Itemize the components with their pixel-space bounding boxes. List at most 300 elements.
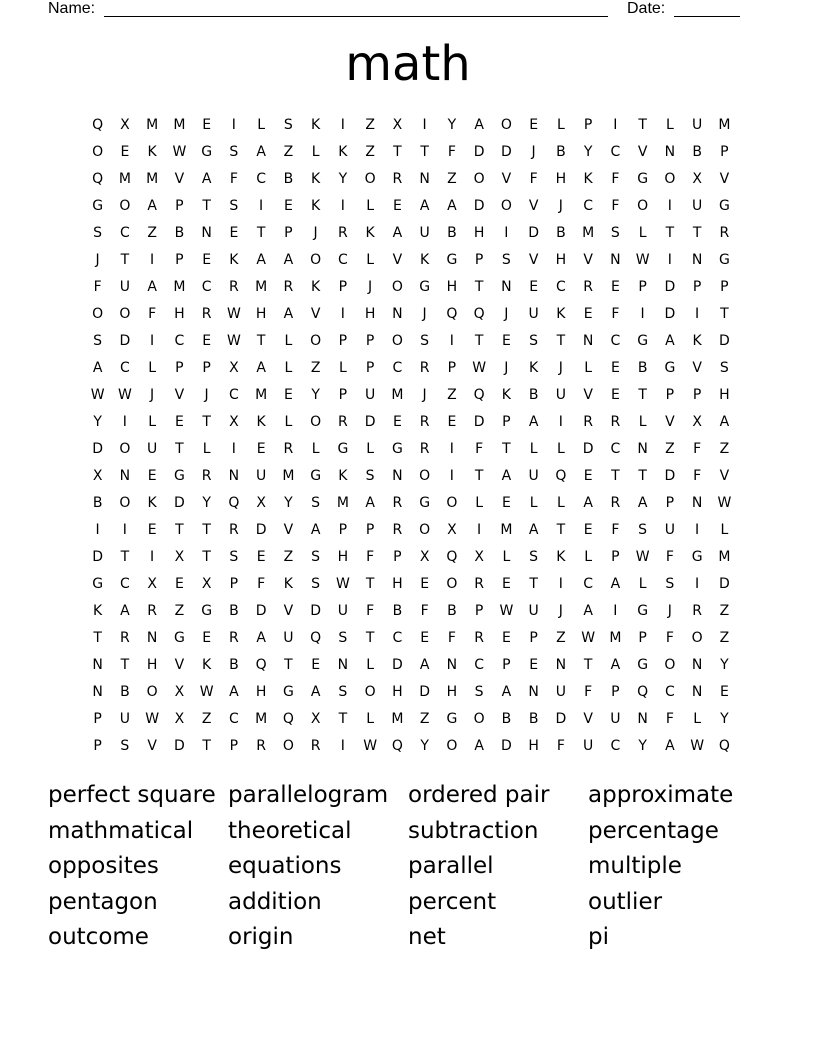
grid-row	[84, 570, 738, 597]
grid-cell: I	[449, 467, 454, 484]
grid-cell: Q	[92, 116, 104, 133]
grid-cell: N	[119, 467, 131, 484]
grid-cell: B	[528, 386, 539, 403]
grid-cell: Z	[365, 116, 375, 133]
word-list-item: origin	[228, 924, 294, 950]
grid-cell: A	[610, 656, 621, 673]
grid-cell: E	[420, 629, 430, 646]
grid-cell: T	[284, 656, 293, 673]
grid-cell: M	[118, 170, 131, 187]
grid-cell: X	[229, 413, 239, 430]
grid-cell: D	[718, 332, 730, 349]
grid-cell: J	[313, 224, 318, 241]
grid-cell: N	[92, 656, 103, 673]
grid-cell: A	[365, 494, 375, 511]
grid-cell: B	[229, 602, 239, 619]
grid-cell: X	[692, 413, 702, 430]
grid-cell: C	[474, 656, 485, 673]
grid-cell: L	[202, 440, 211, 457]
grid-cell: R	[610, 413, 621, 430]
grid-cell: F	[693, 440, 702, 457]
grid-cell: A	[201, 170, 212, 187]
grid-cell: W	[172, 143, 187, 160]
grid-cell: M	[173, 278, 186, 295]
grid-cell: U	[583, 737, 594, 754]
grid-cell: U	[610, 710, 621, 727]
grid-cell: R	[338, 413, 348, 430]
grid-cell: S	[93, 332, 103, 349]
grid-cell: I	[340, 197, 345, 214]
grid-cell: P	[93, 737, 102, 754]
grid-row	[84, 651, 738, 678]
grid-cell: X	[174, 548, 185, 565]
grid-cell: T	[365, 629, 375, 646]
grid-cell: J	[204, 386, 209, 403]
grid-cell: T	[474, 467, 484, 484]
grid-cell: U	[528, 305, 539, 322]
grid-cell: F	[366, 602, 375, 619]
word-list-item: equations	[228, 853, 342, 879]
grid-cell: P	[365, 521, 375, 538]
grid-cell: T	[202, 521, 211, 538]
grid-cell: Z	[201, 710, 212, 727]
grid-cell: H	[255, 305, 267, 322]
grid-cell: A	[501, 683, 512, 700]
grid-cell: L	[502, 548, 511, 565]
word-list-item: multiple	[588, 853, 682, 879]
grid-cell: N	[228, 467, 240, 484]
grid-cell: Q	[391, 737, 403, 754]
grid-cell: R	[120, 629, 130, 646]
grid-cell: V	[583, 386, 593, 403]
grid-cell: T	[175, 440, 184, 457]
grid-cell: W	[581, 629, 596, 646]
grid-cell: C	[583, 575, 594, 592]
grid-cell: O	[364, 170, 376, 187]
grid-cell: F	[447, 629, 456, 646]
grid-cell: G	[718, 197, 730, 214]
grid-cell: R	[474, 575, 484, 592]
grid-cell: D	[119, 332, 131, 349]
grid-cell: K	[338, 143, 348, 160]
grid-cell: T	[120, 656, 130, 673]
grid-cell: G	[637, 602, 649, 619]
grid-row	[84, 111, 738, 138]
grid-cell: Z	[556, 629, 566, 646]
grid-cell: L	[475, 494, 484, 511]
grid-cell: X	[447, 521, 457, 538]
grid-row	[84, 165, 738, 192]
grid-cell: T	[120, 548, 130, 565]
grid-cell: N	[337, 656, 349, 673]
grid-cell: S	[638, 521, 648, 538]
grid-cell: N	[419, 170, 430, 187]
grid-cell: S	[120, 737, 130, 754]
word-list-item: pentagon	[48, 888, 158, 915]
grid-cell: M	[146, 170, 159, 187]
grid-cell: Z	[447, 170, 457, 187]
grid-cell: V	[310, 305, 321, 322]
grid-cell: N	[446, 656, 458, 673]
grid-cell: T	[420, 143, 429, 160]
grid-cell: S	[229, 548, 239, 565]
grid-cell: G	[718, 251, 730, 268]
grid-cell: G	[637, 332, 649, 349]
grid-cell: A	[610, 575, 621, 592]
grid-cell: P	[365, 359, 375, 376]
grid-cell: C	[201, 278, 212, 295]
grid-cell: L	[148, 413, 157, 430]
grid-cell: D	[718, 575, 730, 592]
grid-cell: P	[638, 278, 647, 295]
grid-cell: I	[422, 116, 427, 133]
grid-cell: D	[92, 440, 104, 457]
grid-cell: D	[419, 683, 431, 700]
word-list-item: ordered pair	[408, 782, 550, 808]
grid-cell: E	[202, 251, 212, 268]
grid-cell: G	[664, 359, 676, 376]
grid-cell: V	[283, 521, 294, 538]
grid-cell: V	[283, 602, 294, 619]
grid-cell: R	[419, 359, 430, 376]
grid-cell: T	[556, 332, 566, 349]
grid-cell: R	[229, 629, 239, 646]
grid-cell: L	[311, 440, 320, 457]
grid-cell: A	[147, 197, 157, 214]
grid-cell: O	[364, 683, 376, 700]
grid-cell: N	[691, 683, 703, 700]
grid-cell: F	[257, 575, 266, 592]
grid-cell: O	[92, 305, 104, 322]
grid-cell: M	[500, 521, 513, 538]
grid-cell: U	[256, 467, 267, 484]
grid-cell: T	[638, 467, 647, 484]
date-blank-line	[674, 16, 740, 17]
grid-cell: Y	[202, 494, 211, 511]
grid-cell: D	[173, 494, 185, 511]
grid-cell: Y	[338, 170, 348, 187]
grid-cell: R	[419, 413, 430, 430]
word-list-item: parallel	[408, 853, 494, 879]
grid-cell: A	[528, 521, 539, 538]
grid-cell: V	[692, 359, 702, 376]
grid-cell: T	[202, 413, 211, 430]
grid-cell: Y	[420, 737, 429, 754]
grid-cell: N	[637, 710, 648, 727]
grid-cell: T	[692, 224, 702, 241]
grid-cell: C	[610, 440, 621, 457]
grid-cell: H	[174, 305, 185, 322]
grid-cell: L	[257, 116, 266, 133]
grid-cell: Q	[718, 737, 730, 754]
grid-cell: I	[150, 548, 155, 565]
grid-cell: X	[147, 575, 157, 592]
grid-cell: G	[337, 440, 349, 457]
grid-cell: E	[529, 656, 539, 673]
grid-cell: J	[531, 143, 536, 160]
grid-cell: I	[340, 305, 345, 322]
grid-cell: K	[311, 197, 321, 214]
grid-cell: G	[419, 278, 431, 295]
grid-cell: Y	[638, 737, 647, 754]
grid-cell: E	[610, 359, 620, 376]
grid-cell: U	[119, 710, 130, 727]
grid-row	[84, 624, 738, 651]
grid-cell: E	[283, 197, 293, 214]
grid-cell: Y	[720, 710, 729, 727]
grid-cell: P	[338, 386, 348, 403]
grid-cell: U	[692, 116, 703, 133]
grid-cell: S	[338, 683, 348, 700]
grid-cell: S	[93, 224, 103, 241]
grid-cell: K	[692, 332, 702, 349]
grid-cell: I	[340, 737, 345, 754]
grid-cell: P	[93, 710, 102, 727]
grid-cell: Z	[665, 440, 675, 457]
grid-cell: N	[691, 494, 703, 511]
grid-cell: T	[338, 710, 348, 727]
grid-cell: N	[691, 656, 703, 673]
grid-cell: K	[556, 548, 566, 565]
grid-cell: K	[338, 467, 348, 484]
grid-cell: P	[502, 656, 511, 673]
word-list-item: opposites	[48, 853, 159, 879]
grid-cell: T	[202, 737, 211, 754]
grid-cell: U	[365, 386, 376, 403]
grid-cell: G	[173, 629, 185, 646]
grid-cell: R	[283, 440, 294, 457]
grid-cell: K	[229, 251, 239, 268]
grid-cell: R	[229, 278, 239, 295]
grid-cell: S	[610, 224, 620, 241]
grid-cell: B	[283, 170, 294, 187]
word-list-item: approximate	[588, 782, 734, 808]
grid-cell: I	[558, 413, 563, 430]
grid-cell: M	[173, 116, 186, 133]
grid-cell: T	[393, 143, 402, 160]
grid-cell: P	[338, 332, 348, 349]
grid-cell: A	[392, 224, 403, 241]
grid-cell: P	[692, 386, 702, 403]
grid-cell: H	[528, 737, 539, 754]
grid-cell: A	[665, 737, 675, 754]
grid-row	[84, 192, 738, 219]
grid-cell: T	[583, 656, 593, 673]
grid-cell: L	[284, 413, 293, 430]
grid-cell: N	[610, 251, 621, 268]
grid-cell: M	[718, 548, 731, 565]
grid-cell: P	[338, 521, 348, 538]
grid-cell: O	[446, 575, 458, 592]
grid-cell: K	[202, 656, 212, 673]
grid-cell: O	[473, 170, 485, 187]
grid-cell: O	[146, 683, 158, 700]
grid-cell: T	[474, 278, 484, 295]
grid-cell: L	[366, 440, 375, 457]
grid-cell: B	[447, 224, 457, 241]
grid-cell: V	[583, 710, 593, 727]
grid-cell: L	[311, 143, 320, 160]
grid-cell: I	[231, 440, 236, 457]
grid-cell: C	[610, 143, 621, 160]
grid-cell: Z	[719, 440, 730, 457]
grid-cell: W	[117, 386, 132, 403]
grid-cell: O	[419, 467, 431, 484]
grid-cell: G	[391, 440, 403, 457]
grid-cell: A	[474, 116, 484, 133]
grid-cell: P	[365, 332, 375, 349]
grid-cell: Z	[174, 602, 185, 619]
word-list-item: addition	[228, 888, 322, 915]
grid-cell: L	[366, 197, 375, 214]
grid-cell: O	[664, 656, 676, 673]
grid-cell: T	[202, 548, 211, 565]
grid-cell: E	[501, 494, 511, 511]
grid-cell: Z	[283, 548, 294, 565]
grid-cell: L	[584, 359, 593, 376]
grid-cell: W	[335, 575, 350, 592]
grid-cell: K	[311, 116, 321, 133]
grid-cell: L	[284, 359, 293, 376]
grid-cell: U	[528, 602, 539, 619]
grid-cell: G	[201, 143, 213, 160]
grid-cell: M	[255, 278, 268, 295]
grid-cell: Z	[365, 143, 375, 160]
grid-cell: K	[420, 251, 430, 268]
grid-row	[84, 678, 738, 705]
grid-cell: N	[637, 440, 648, 457]
grid-cell: T	[202, 197, 211, 214]
grid-cell: U	[555, 386, 566, 403]
grid-cell: T	[638, 386, 647, 403]
grid-cell: Q	[446, 305, 458, 322]
grid-cell: T	[256, 224, 266, 241]
grid-cell: R	[692, 602, 702, 619]
grid-cell: A	[256, 251, 266, 268]
grid-cell: K	[311, 170, 321, 187]
grid-cell: E	[501, 629, 511, 646]
grid-cell: O	[391, 278, 403, 295]
grid-cell: N	[528, 683, 539, 700]
grid-cell: U	[555, 683, 566, 700]
grid-cell: R	[229, 521, 239, 538]
grid-cell: F	[148, 305, 157, 322]
grid-cell: F	[447, 143, 456, 160]
grid-cell: Z	[310, 359, 321, 376]
grid-cell: O	[119, 494, 131, 511]
grid-cell: A	[229, 683, 239, 700]
grid-cell: C	[392, 629, 403, 646]
grid-cell: I	[150, 251, 155, 268]
grid-cell: T	[502, 440, 511, 457]
grid-cell: B	[229, 656, 239, 673]
grid-row	[84, 516, 738, 543]
page-title: math	[345, 36, 471, 92]
grid-cell: P	[202, 359, 211, 376]
grid-cell: P	[611, 548, 620, 565]
grid-cell: I	[477, 521, 482, 538]
grid-cell: R	[474, 629, 484, 646]
grid-cell: S	[501, 251, 511, 268]
grid-cell: D	[500, 143, 512, 160]
word-list-item: theoretical	[228, 817, 352, 844]
grid-cell: D	[664, 305, 676, 322]
grid-cell: M	[609, 629, 622, 646]
grid-cell: E	[147, 467, 157, 484]
grid-cell: E	[120, 143, 130, 160]
grid-cell: I	[449, 332, 454, 349]
grid-cell: B	[692, 143, 702, 160]
grid-cell: I	[695, 305, 700, 322]
grid-cell: X	[692, 170, 702, 187]
grid-cell: C	[337, 251, 348, 268]
grid-cell: V	[637, 143, 648, 160]
grid-cell: F	[93, 278, 102, 295]
grid-cell: C	[610, 332, 621, 349]
grid-cell: L	[638, 575, 647, 592]
grid-cell: E	[174, 575, 184, 592]
grid-cell: P	[474, 251, 484, 268]
grid-cell: Q	[310, 629, 322, 646]
grid-row	[84, 273, 738, 300]
grid-cell: Z	[447, 386, 457, 403]
grid-cell: L	[638, 224, 647, 241]
grid-cell: C	[119, 224, 130, 241]
grid-cell: O	[446, 737, 458, 754]
grid-cell: A	[147, 278, 157, 295]
grid-cell: V	[174, 656, 185, 673]
grid-cell: L	[284, 332, 293, 349]
grid-cell: D	[473, 143, 485, 160]
grid-cell: E	[256, 548, 266, 565]
grid-cell: K	[365, 224, 375, 241]
grid-cell: D	[582, 440, 594, 457]
word-list-item: net	[408, 924, 446, 950]
grid-cell: M	[718, 116, 731, 133]
grid-cell: A	[256, 359, 266, 376]
grid-cell: W	[472, 359, 487, 376]
grid-cell: O	[473, 710, 485, 727]
grid-cell: J	[667, 602, 672, 619]
grid-cell: M	[255, 710, 268, 727]
grid-cell: W	[199, 683, 214, 700]
grid-cell: P	[720, 143, 729, 160]
grid-cell: A	[310, 521, 321, 538]
word-list	[48, 778, 788, 956]
grid-cell: K	[529, 359, 539, 376]
grid-cell: W	[226, 305, 241, 322]
grid-cell: L	[556, 440, 565, 457]
grid-cell: V	[501, 170, 512, 187]
grid-cell: I	[667, 251, 672, 268]
grid-cell: G	[201, 602, 213, 619]
grid-cell: I	[122, 521, 127, 538]
grid-cell: C	[555, 278, 566, 295]
grid-cell: P	[393, 548, 402, 565]
grid-cell: E	[229, 224, 239, 241]
grid-cell: O	[310, 251, 322, 268]
grid-cell: H	[146, 656, 158, 673]
grid-cell: A	[283, 251, 294, 268]
grid-cell: G	[282, 683, 294, 700]
grid-cell: X	[174, 683, 185, 700]
grid-cell: M	[282, 467, 295, 484]
grid-cell: P	[229, 737, 239, 754]
grid-cell: E	[392, 197, 402, 214]
grid-cell: I	[95, 521, 100, 538]
grid-cell: E	[529, 116, 539, 133]
grid-cell: B	[447, 602, 457, 619]
